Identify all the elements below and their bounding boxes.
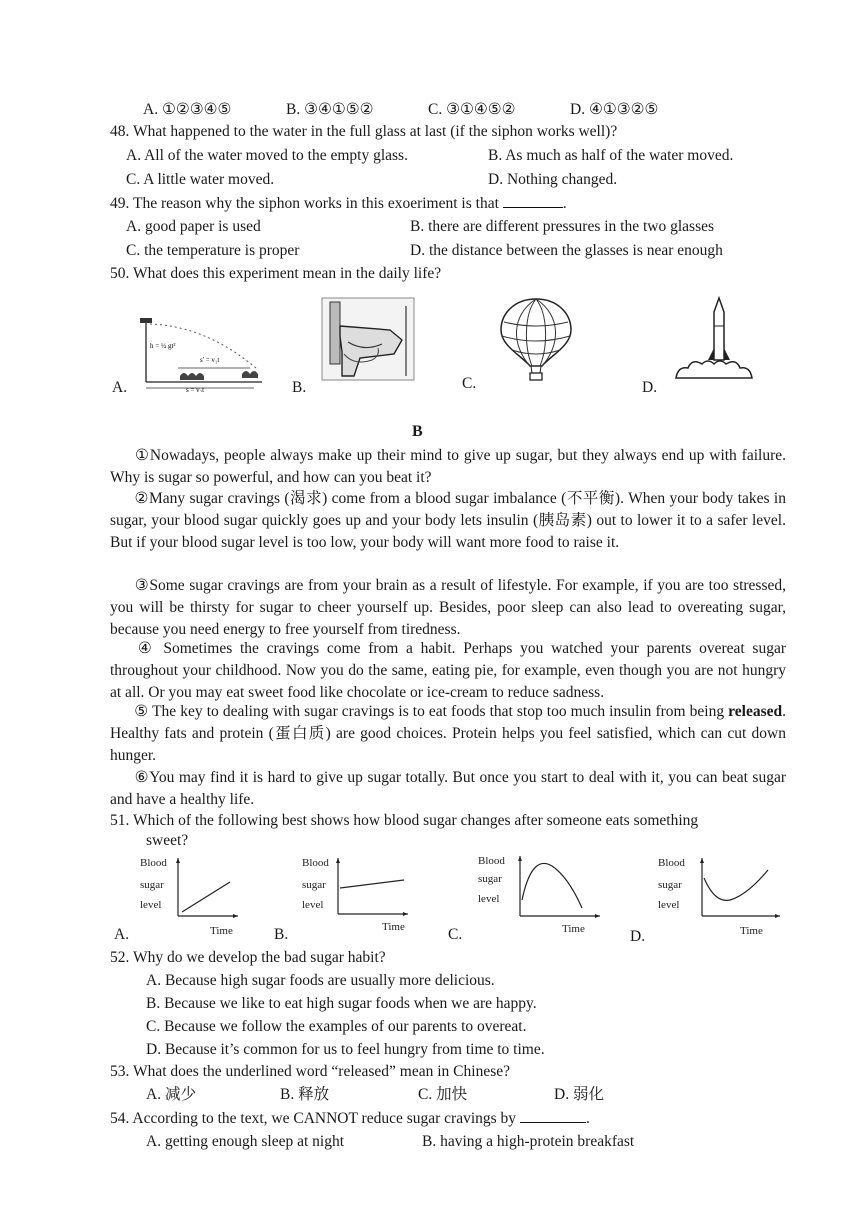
q48-option-a[interactable]: A. All of the water moved to the empty glass. [126, 147, 408, 164]
toilet-icon [320, 296, 416, 382]
y-label-1: Blood [658, 857, 685, 869]
q52-stem: 52. Why do we develop the bad sugar habit? [110, 949, 386, 966]
q48-option-d[interactable]: D. Nothing changed. [488, 171, 618, 188]
series-line [704, 870, 768, 900]
formula-s2: s = v₂t [186, 386, 205, 392]
q47-option-b[interactable]: B. ③④①⑤② [286, 101, 374, 118]
q51-option-c[interactable]: C. [448, 926, 463, 943]
q53-stem: 53. What does the underlined word “released” mean in Chinese? [110, 1063, 510, 1080]
graph-a [138, 854, 242, 940]
y-label-1: Blood [478, 855, 505, 867]
passage-paragraph-2 [110, 488, 786, 554]
q54-option-a[interactable]: A. getting enough sleep at night [146, 1133, 345, 1150]
q53-option-c[interactable]: C. 加快 [418, 1086, 468, 1103]
q51-option-d[interactable]: D. [630, 928, 646, 945]
q51-stem: 51. Which of the following best shows how blood sugar changes after someone eats something [110, 812, 699, 829]
passage-paragraph-3 [110, 575, 786, 641]
q53-option-a[interactable]: A. 减少 [146, 1086, 196, 1103]
y-label-3: level [658, 899, 680, 911]
q53-option-b[interactable]: B. 释放 [280, 1086, 330, 1103]
q50-stem: 50. What does this experiment mean in the daily life? [110, 265, 442, 282]
y-label-2: sugar [302, 879, 326, 891]
series-line [522, 863, 582, 908]
answer-blank[interactable] [520, 1108, 586, 1123]
y-label-3: level [302, 899, 324, 911]
q54-stem: 54. According to the text, we CANNOT reduce sugar cravings by . [110, 1110, 590, 1127]
paragraph-text: ⑤ The key to dealing with sugar cravings is to eat foods that stop too much insulin from being [134, 703, 729, 720]
graph-b [300, 854, 412, 940]
hot-air-balloon-icon [498, 296, 574, 382]
section-heading: B [412, 423, 423, 440]
rocket-launch-icon [672, 296, 766, 384]
q54-stem-text: 54. According to the text, we CANNOT reduce sugar cravings by [110, 1110, 517, 1127]
graph-d [654, 854, 784, 940]
q47-option-c[interactable]: C. ③①④⑤② [428, 101, 516, 118]
y-label-2: sugar [478, 873, 502, 885]
y-label-3: level [140, 899, 162, 911]
projectile-diagram [136, 312, 268, 392]
q51-stem-cont: sweet? [146, 832, 189, 849]
paragraph-text: ②Many sugar cravings (渴求) come from a blood sugar imbalance (不平衡). When your body takes in sugar, your blood sugar quickly goes up and your body lets insulin (胰岛素) out to lower it to a safer level. But if your blood sugar level is too low, your body will want more food to raise it. [110, 490, 786, 551]
answer-blank[interactable] [503, 193, 563, 208]
x-label: Time [562, 923, 585, 935]
y-label-1: Blood [140, 857, 167, 869]
q49-option-b[interactable]: B. there are different pressures in the two glasses [410, 218, 715, 235]
y-label-2: sugar [140, 879, 164, 891]
y-label-3: level [478, 893, 500, 905]
q48-option-b[interactable]: B. As much as half of the water moved. [488, 147, 734, 164]
q52-option-a[interactable]: A. Because high sugar foods are usually more delicious. [146, 972, 495, 989]
q49-stem-text: 49. The reason why the siphon works in this exoeriment is that [110, 195, 499, 212]
paragraph-text: ③Some sugar cravings are from your brain as a result of lifestyle. For example, if you are too stressed, you will be thirsty for sugar to cheer yourself up. Besides, poor sleep can also lead to overeating sugar, because you need energy to free yourself from tiredness. [110, 577, 786, 638]
formula-s1: s' = v₁t [200, 356, 220, 364]
q50-option-d[interactable]: D. [642, 379, 658, 396]
q48-option-c[interactable]: C. A little water moved. [126, 171, 275, 188]
q49-stem: 49. The reason why the siphon works in this exoeriment is that . [110, 195, 567, 212]
series-line [340, 880, 404, 888]
q52-option-d[interactable]: D. Because it’s common for us to feel hungry from time to time. [146, 1041, 545, 1058]
q53-option-d[interactable]: D. 弱化 [554, 1086, 604, 1103]
x-label: Time [210, 925, 233, 937]
q52-option-b[interactable]: B. Because we like to eat high sugar foods when we are happy. [146, 995, 537, 1012]
q47-option-a[interactable]: A. ①②③④⑤ [143, 101, 232, 118]
x-label: Time [382, 921, 405, 933]
passage-paragraph-6 [110, 767, 786, 811]
q51-option-b[interactable]: B. [274, 926, 289, 943]
passage-paragraph-4 [110, 638, 786, 704]
paragraph-text: . Healthy fats and protein (蛋白质) are good choices. Protein helps you feel satisfied, which can cut down hunger. [110, 703, 786, 764]
y-label-2: sugar [658, 879, 682, 891]
q50-option-c[interactable]: C. [462, 375, 477, 392]
q48-stem: 48. What happened to the water in the full glass at last (if the siphon works well)? [110, 123, 618, 140]
passage-paragraph-5 [110, 701, 786, 767]
q50-option-b[interactable]: B. [292, 379, 307, 396]
formula-height: h = ½ gt² [150, 342, 176, 350]
paragraph-text: ⑥You may find it is hard to give up sugar totally. But once you start to deal with it, you can beat sugar and have a healthy life. [110, 769, 786, 808]
x-label: Time [740, 925, 763, 937]
q49-option-d[interactable]: D. the distance between the glasses is near enough [410, 242, 723, 259]
q51-option-a[interactable]: A. [114, 926, 130, 943]
paragraph-text: ①Nowadays, people always make up their mind to give up sugar, but they always end up with failure. Why is sugar so powerful, and how can you beat it? [110, 447, 786, 486]
q52-option-c[interactable]: C. Because we follow the examples of our parents to overeat. [146, 1018, 527, 1035]
q49-option-c[interactable]: C. the temperature is proper [126, 242, 300, 259]
q47-option-d[interactable]: D. ④①③②⑤ [570, 101, 659, 118]
passage-paragraph-1 [110, 445, 786, 489]
graph-c [476, 852, 604, 938]
underlined-word[interactable]: released [728, 703, 783, 720]
q49-option-a[interactable]: A. good paper is used [126, 218, 261, 235]
paragraph-text: ④ Sometimes the cravings come from a habit. Perhaps you watched your parents overeat sugar throughout your childhood. Now you do the same, eating pie, for example, even though you are not hungry at all. Or you may eat sweet food like chocolate or ice-cream to reduce sadness. [110, 640, 786, 701]
q50-option-a[interactable]: A. [112, 379, 128, 396]
q54-option-b[interactable]: B. having a high-protein breakfast [422, 1133, 635, 1150]
series-line [182, 882, 230, 912]
y-label-1: Blood [302, 857, 329, 869]
